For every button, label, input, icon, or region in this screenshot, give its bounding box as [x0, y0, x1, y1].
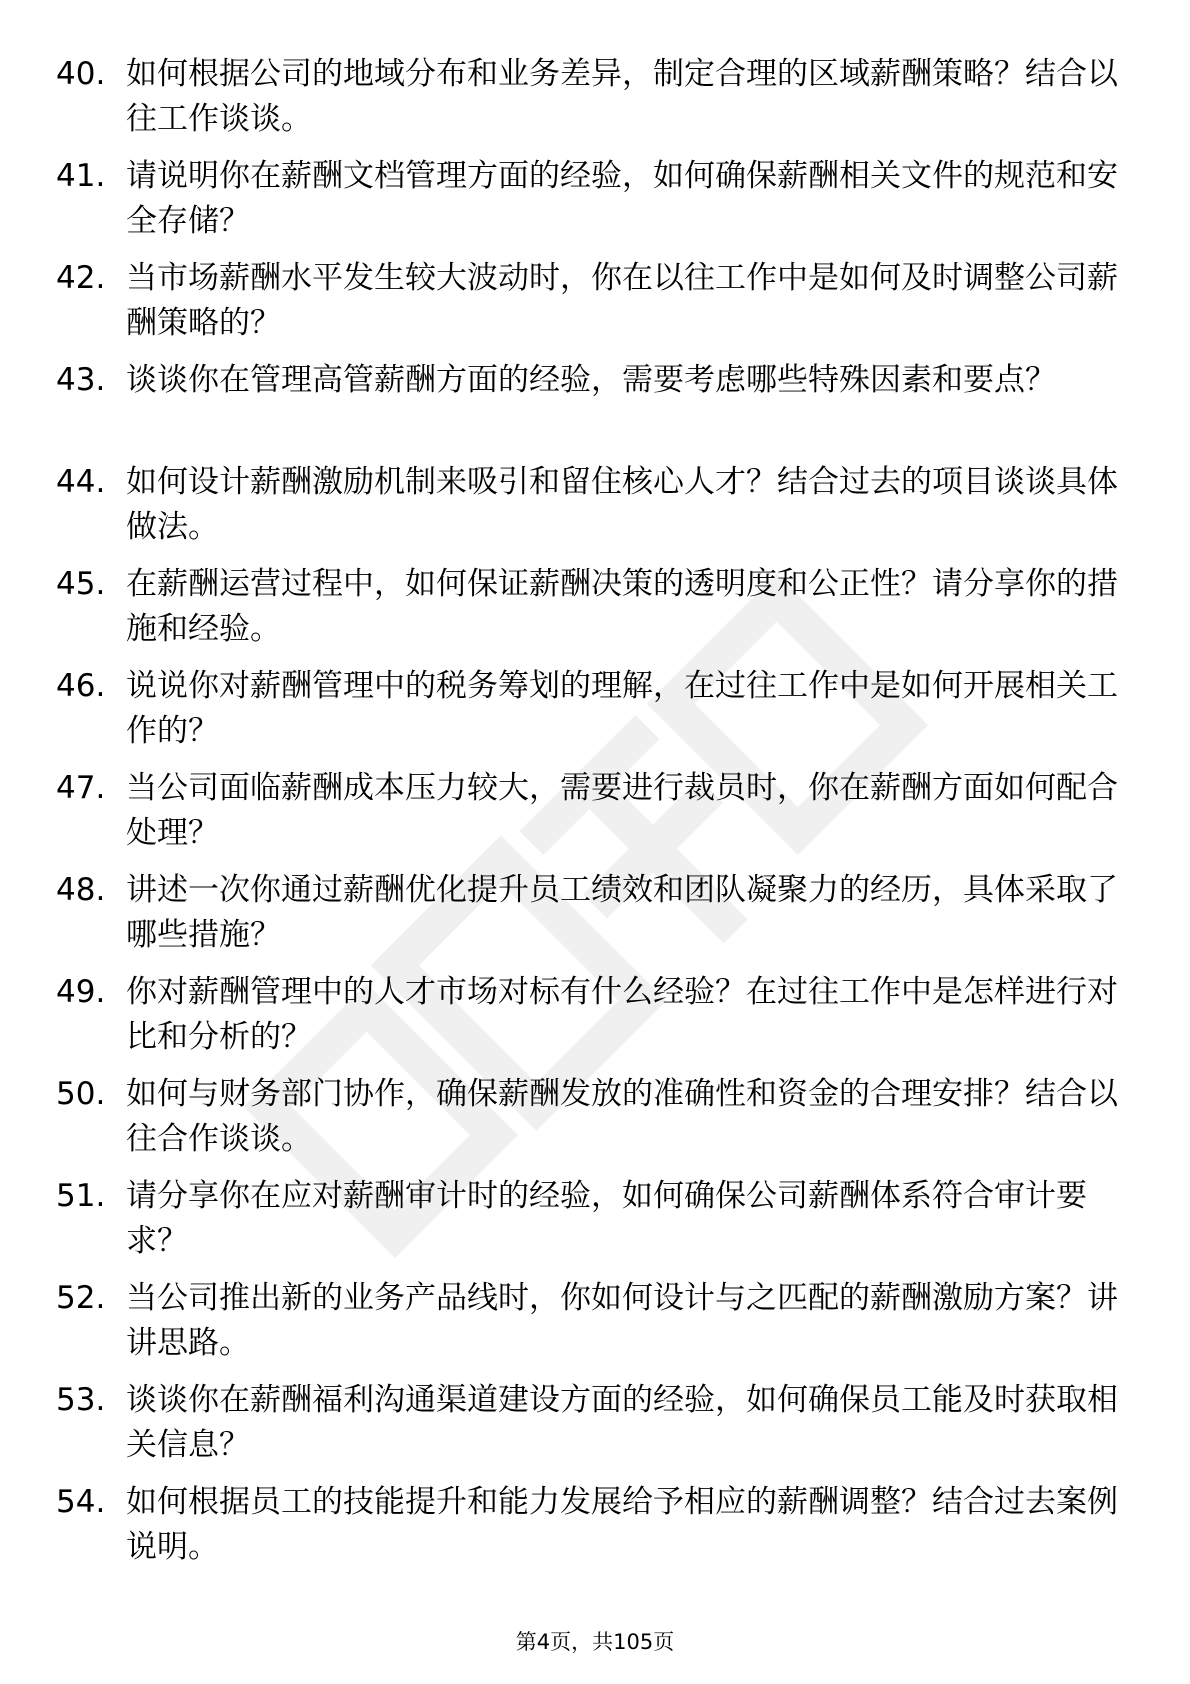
question-number: 46. — [56, 668, 106, 704]
question-text: 如何根据员工的技能提升和能力发展给予相应的薪酬调整？结合过去案例说明。 — [126, 1484, 1118, 1565]
question-item — [0, 562, 1190, 664]
question-number: 52. — [56, 1280, 106, 1316]
question-item — [0, 154, 1190, 256]
question-number: 43. — [56, 362, 106, 398]
question-number: 53. — [56, 1382, 106, 1418]
question-item — [0, 1378, 1190, 1480]
question-item — [0, 664, 1190, 766]
question-item — [0, 1480, 1190, 1582]
question-text: 如何设计薪酬激励机制来吸引和留住核心人才？结合过去的项目谈谈具体做法。 — [126, 464, 1118, 545]
question-list — [0, 52, 1190, 1582]
question-text: 当公司面临薪酬成本压力较大，需要进行裁员时，你在薪酬方面如何配合处理？ — [126, 770, 1118, 851]
question-text: 当市场薪酬水平发生较大波动时，你在以往工作中是如何及时调整公司薪酬策略的？ — [126, 260, 1118, 341]
question-item — [0, 1276, 1190, 1378]
question-number: 41. — [56, 158, 106, 194]
question-item — [0, 1072, 1190, 1174]
question-item — [0, 766, 1190, 868]
question-text: 如何根据公司的地域分布和业务差异，制定合理的区域薪酬策略？结合以往工作谈谈。 — [126, 56, 1118, 137]
question-item — [0, 1174, 1190, 1276]
question-text: 请分享你在应对薪酬审计时的经验，如何确保公司薪酬体系符合审计要求？ — [126, 1178, 1087, 1259]
question-text: 讲述一次你通过薪酬优化提升员工绩效和团队凝聚力的经历，具体采取了哪些措施？ — [126, 872, 1118, 953]
question-item — [0, 256, 1190, 358]
question-item — [0, 970, 1190, 1072]
page-number: 第4页，共105页 — [515, 1630, 675, 1654]
question-number: 42. — [56, 260, 106, 296]
question-item — [0, 460, 1190, 562]
question-number: 49. — [56, 974, 106, 1010]
question-number: 44. — [56, 464, 106, 500]
question-item — [0, 868, 1190, 970]
question-number: 50. — [56, 1076, 106, 1112]
question-text: 你对薪酬管理中的人才市场对标有什么经验？在过往工作中是怎样进行对比和分析的？ — [126, 974, 1118, 1055]
question-text: 在薪酬运营过程中，如何保证薪酬决策的透明度和公正性？请分享你的措施和经验。 — [126, 566, 1118, 647]
question-item — [0, 358, 1190, 460]
question-text: 当公司推出新的业务产品线时，你如何设计与之匹配的薪酬激励方案？讲讲思路。 — [126, 1280, 1118, 1361]
question-number: 51. — [56, 1178, 106, 1214]
question-text: 说说你对薪酬管理中的税务筹划的理解，在过往工作中是如何开展相关工作的？ — [126, 668, 1118, 749]
question-text: 谈谈你在管理高管薪酬方面的经验，需要考虑哪些特殊因素和要点？ — [126, 362, 1056, 398]
question-number: 48. — [56, 872, 106, 908]
question-text: 请说明你在薪酬文档管理方面的经验，如何确保薪酬相关文件的规范和安全存储？ — [126, 158, 1118, 239]
question-text: 如何与财务部门协作，确保薪酬发放的准确性和资金的合理安排？结合以往合作谈谈。 — [126, 1076, 1118, 1157]
question-item — [0, 52, 1190, 154]
question-number: 47. — [56, 770, 106, 806]
question-number: 54. — [56, 1484, 106, 1520]
question-number: 45. — [56, 566, 106, 602]
question-number: 40. — [56, 56, 106, 92]
question-text: 谈谈你在薪酬福利沟通渠道建设方面的经验，如何确保员工能及时获取相关信息？ — [126, 1382, 1118, 1463]
